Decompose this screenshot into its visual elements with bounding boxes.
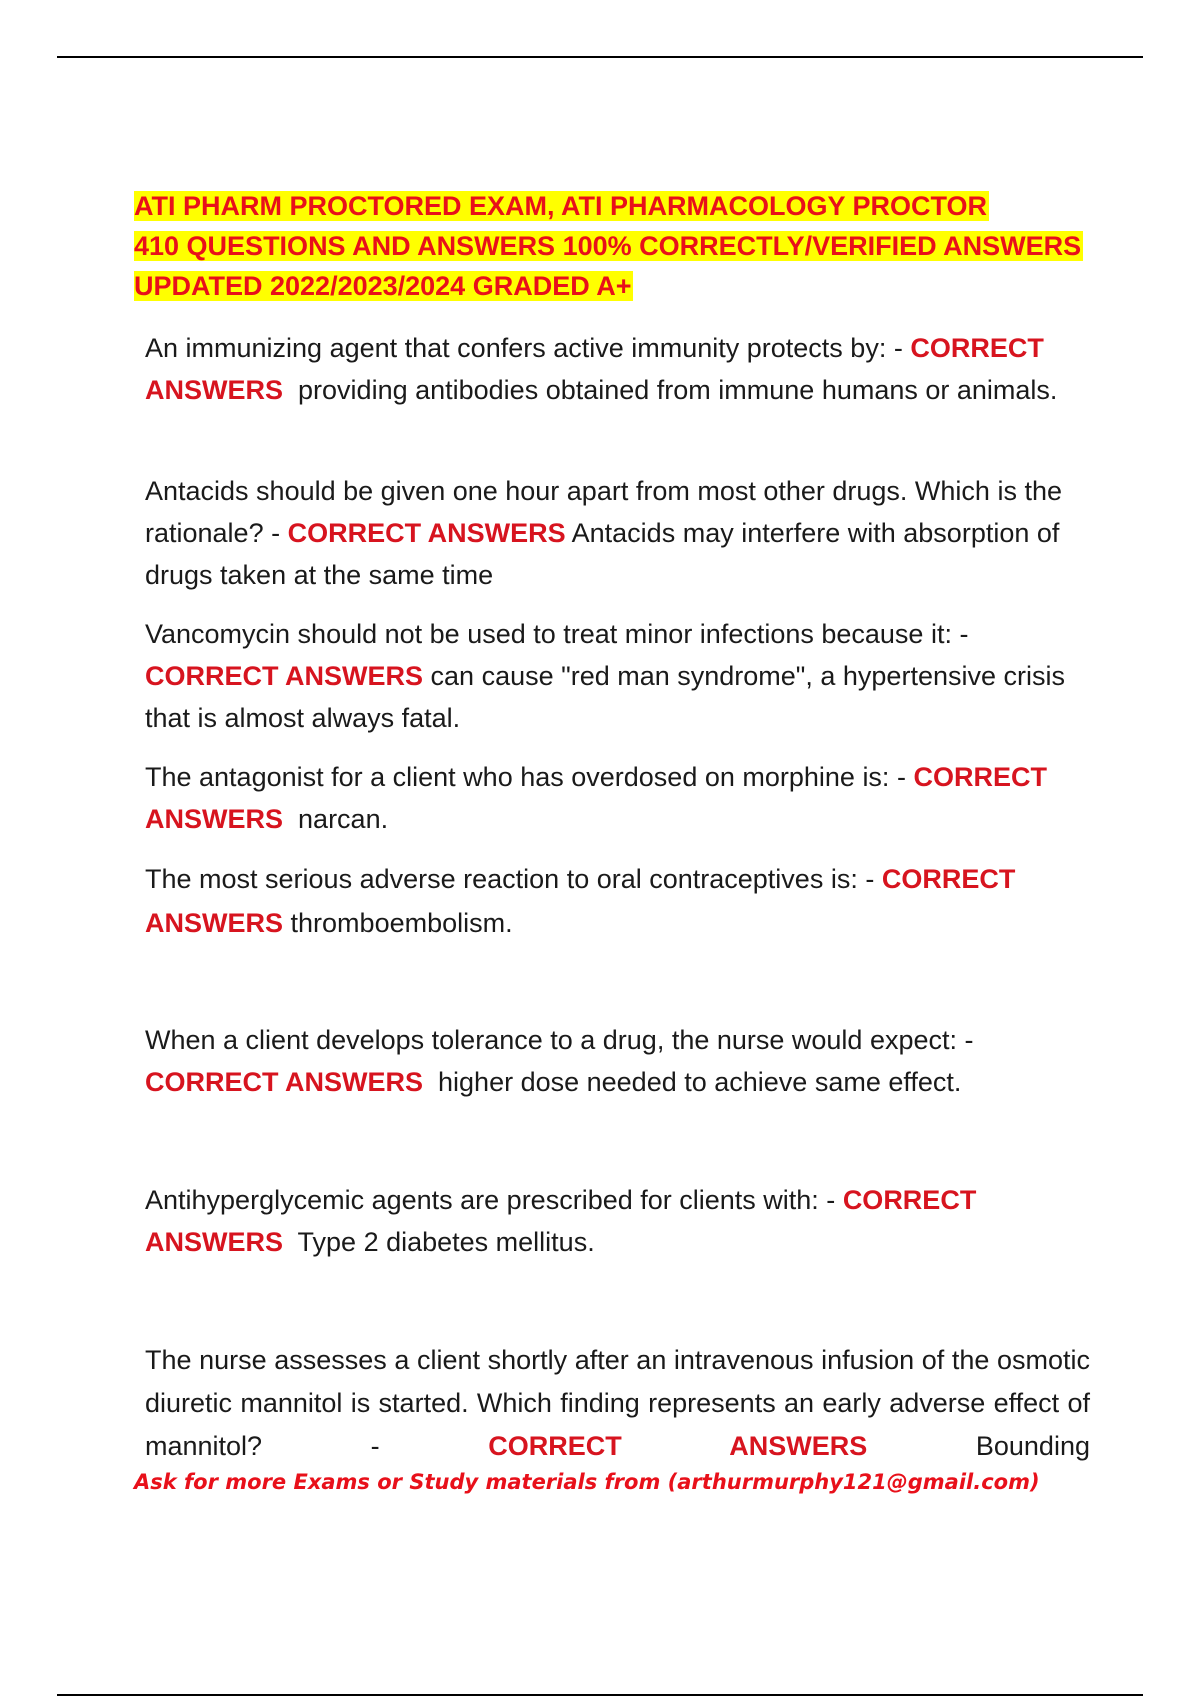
- question-text: The nurse assesses a client shortly after an intravenous infusion of the osmotic diuretic mannitol is started. Which finding represents an early adverse effect of mannitol? -: [145, 1345, 1090, 1461]
- correct-answer-label: CORRECT ANSWERS: [488, 1431, 868, 1461]
- answer-text: Type 2 diabetes mellitus.: [297, 1227, 595, 1257]
- title-line-3: UPDATED 2022/2023/2024 GRADED A+: [134, 271, 632, 301]
- document-title: [134, 186, 1094, 306]
- question-text: An immunizing agent that confers active immunity protects by: -: [145, 333, 903, 363]
- qa-item-8: [145, 1339, 1090, 1468]
- correct-answer-label: CORRECT ANSWERS: [145, 333, 1044, 405]
- answer-text: providing antibodies obtained from immune humans or animals.: [298, 375, 1058, 405]
- answer-text: Bounding: [975, 1431, 1090, 1461]
- top-rule: [57, 56, 1143, 58]
- question-text: Antihyperglycemic agents are prescribed for clients with: -: [145, 1185, 836, 1215]
- footer-contact-note: Ask for more Exams or Study materials from (arthurmurphy121@gmail.com): [134, 1470, 1040, 1494]
- qa-item-6: [145, 1019, 1090, 1103]
- correct-answer-label: CORRECT ANSWERS: [145, 1067, 424, 1097]
- bottom-rule: [57, 1694, 1143, 1696]
- correct-answer-label: CORRECT ANSWERS: [145, 661, 424, 691]
- correct-answer-label: CORRECT ANSWERS: [287, 518, 566, 548]
- answer-text: higher dose needed to achieve same effect.: [438, 1067, 962, 1097]
- qa-item-3: [145, 613, 1090, 739]
- answer-text: thromboembolism.: [290, 908, 513, 938]
- correct-answer-label: CORRECT ANSWERS: [145, 762, 1047, 834]
- answer-text: narcan.: [298, 804, 389, 834]
- qa-item-5: [145, 857, 1090, 945]
- question-text: When a client develops tolerance to a drug, the nurse would expect: -: [145, 1025, 974, 1055]
- qa-item-4: [145, 756, 1090, 840]
- title-line-1: ATI PHARM PROCTORED EXAM, ATI PHARMACOLOGY PROCTOR: [134, 191, 988, 221]
- title-line-2: 410 QUESTIONS AND ANSWERS 100% CORRECTLY/VERIFIED ANSWERS: [134, 231, 1082, 261]
- qa-item-2: [145, 470, 1090, 596]
- question-text: The most serious adverse reaction to oral contraceptives is: -: [145, 864, 875, 894]
- correct-answer-label: CORRECT ANSWERS: [145, 1185, 977, 1257]
- question-text: Vancomycin should not be used to treat minor infections because it: -: [145, 619, 969, 649]
- qa-item-1: [145, 327, 1090, 411]
- question-text: The antagonist for a client who has overdosed on morphine is: -: [145, 762, 906, 792]
- correct-answer-label: CORRECT ANSWERS: [145, 864, 1016, 938]
- answer-text: Antacids may interfere with absorption of drugs taken at the same time: [145, 518, 1060, 590]
- question-text: Antacids should be given one hour apart from most other drugs. Which is the rationale? -: [145, 476, 1062, 548]
- qa-item-7: [145, 1179, 1090, 1263]
- answer-text: can cause "red man syndrome", a hypertensive crisis that is almost always fatal.: [145, 661, 1065, 733]
